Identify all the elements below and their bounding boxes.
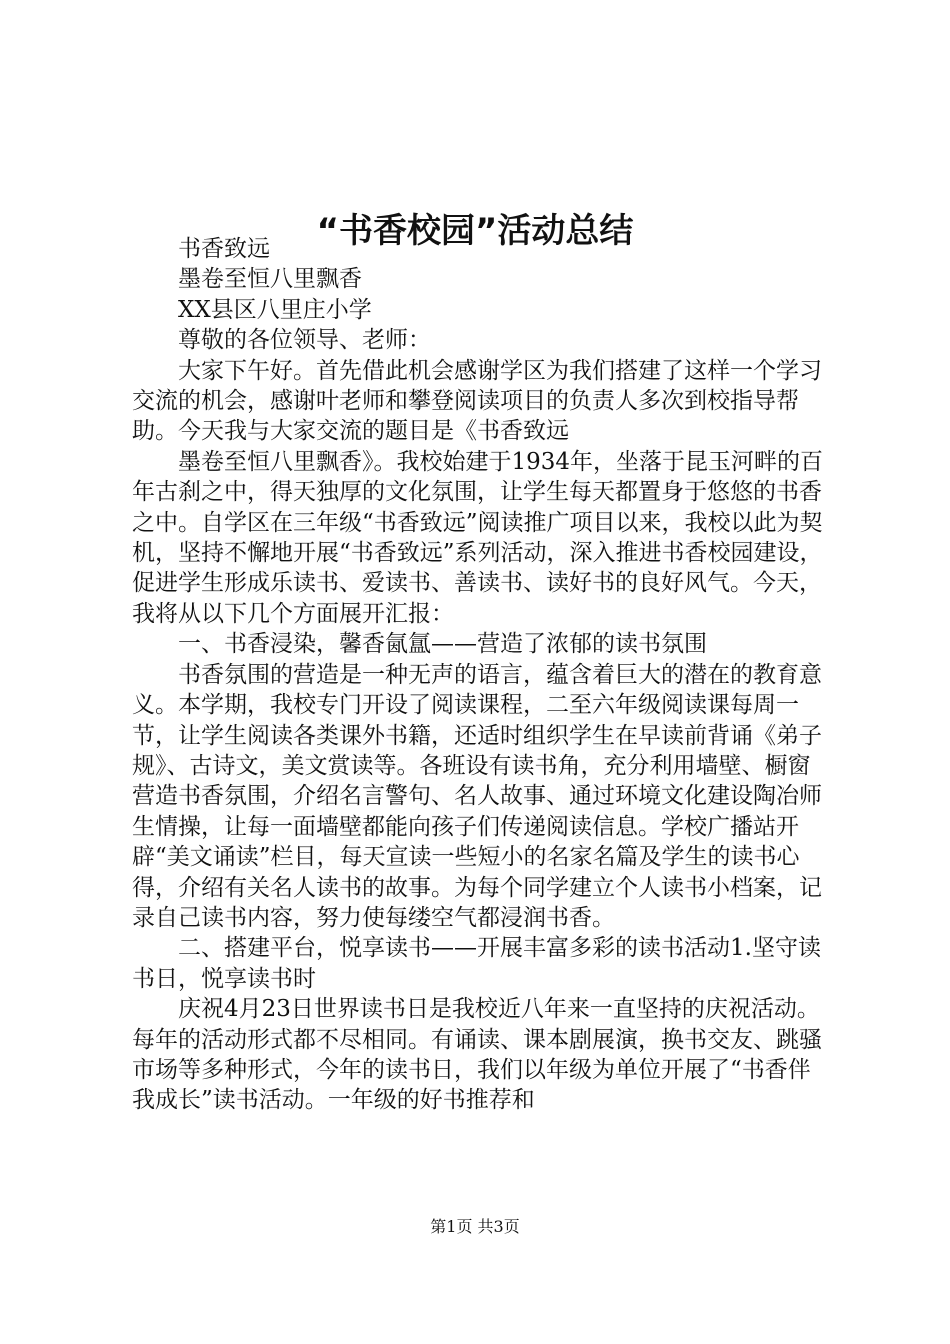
paragraph-school-name: XX县区八里庄小学 — [178, 296, 372, 323]
paragraph-introduction: 墨卷至恒八里飘香》。我校始建于1934年，坐落于昆玉河畔的百年古刹之中，得天独厚的文化氛围，让学生每天都置身于悠悠的书香之中。自学区在三年级“书香致远”阅读推广项目以来，我校以此为契机，坚持不懈地开展“书香致远”系列活动，深入推进书香校园建设，促进学生形成乐读书、爱读书、善读书、读好书的良好风气。今天，我将从以下几个方面展开汇报： — [132, 448, 824, 627]
page-footer: 第1页 共3页 — [430, 1217, 520, 1236]
document-body — [132, 234, 832, 1116]
paragraph-subtitle-1: 书香致远 — [178, 236, 270, 262]
paragraph-section-1: 书香氛围的营造是一种无声的语言，蕴含着巨大的潜在的教育意义。本学期，我校专门开设了阅读课程，二至六年级阅读课每周一节，让学生阅读各类课外书籍，还适时组织学生在早读前背诵《弟子规》、古诗文，美文赏读等。各班设有读书角，充分利用墙壁、橱窗营造书香氛围，介绍名言警句、名人故事、通过环境文化建设陶冶师生情操，让每一面墙壁都能向孩子们传递阅读信息。学校广播站开辟“美文诵读”栏目，每天宣读一些短小的名家名篇及学生的读书心得，介绍有关名人读书的故事。为每个同学建立个人读书小档案，记录自己读书内容，努力使每缕空气都浸润书香。 — [132, 661, 822, 931]
paragraph-subtitle-2: 墨卷至恒八里飘香 — [178, 266, 362, 293]
paragraph-greeting: 大家下午好。首先借此机会感谢学区为我们搭建了这样一个学习交流的机会，感谢叶老师和攀登阅读项目的负责人多次到校指导帮助。今天我与大家交流的题目是《书香致远 — [132, 357, 822, 445]
section-heading-1: 一、书香浸染，馨香氤氲——营造了浓郁的读书氛围 — [178, 631, 707, 658]
document-title: “书香校园”活动总结 — [316, 210, 634, 251]
paragraph-salutation: 尊敬的各位领导、老师： — [178, 327, 431, 354]
paragraph-section-2: 庆祝4月23日世界读书日是我校近八年来一直坚持的庆祝活动。每年的活动形式都不尽相同。有诵读、课本剧展演，换书交友、跳骚市场等多种形式，今年的读书日，我们以年级为单位开展了“书香伴我成长”读书活动。一年级的好书推荐和 — [132, 996, 822, 1114]
section-heading-2: 二、搭建平台，悦享读书——开展丰富多彩的读书活动1.坚守读书日，悦享读书时 — [132, 935, 821, 992]
